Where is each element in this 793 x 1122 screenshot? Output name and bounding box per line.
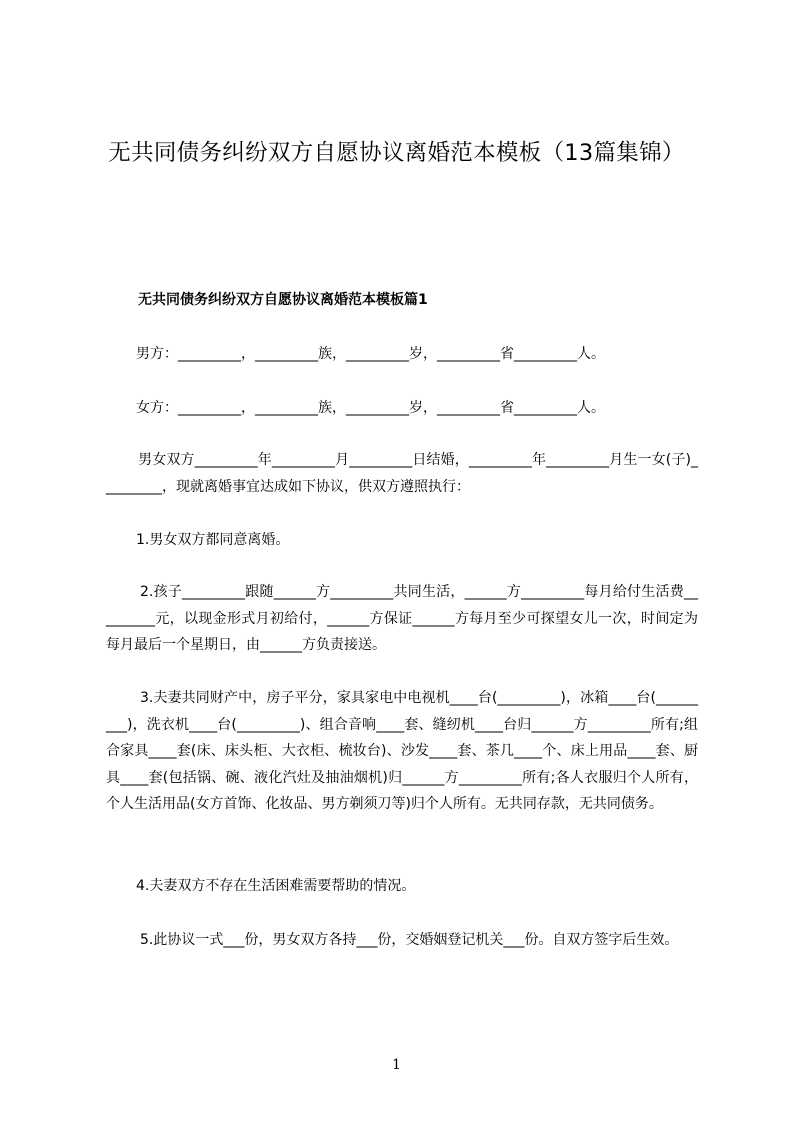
paragraph-clause-4 [106, 873, 698, 900]
paragraph-male-party [106, 341, 698, 368]
paragraph-text: 男女双方_________年_________月_________日结婚，_________年_________月生一女(子)_________，现就离婚事宜达成如下协议，供双方遵照执行： [106, 452, 698, 495]
paragraph-clause-5 [106, 927, 698, 954]
paragraph-text: 1.男女双方都同意离婚。 [136, 532, 290, 548]
paragraph-clause-3 [106, 685, 698, 818]
page-number: 1 [392, 1057, 401, 1073]
paragraph-clause-1 [106, 527, 698, 554]
paragraph-clause-2 [106, 579, 698, 659]
section-heading: 无共同债务纠纷双方自愿协议离婚范本模板篇1 [138, 292, 428, 308]
paragraph-text: 3.夫妻共同财产中，房子平分，家具家电中电视机____台(_________)，冰箱____台(_________)，洗衣机____台(_________)、组合音响____套、缝纫机____台归______方_________所有;组合家具____套(床、床头柜、大衣柜、梳妆台)、沙发____套、茶几____个、床上用品____套、厨具____套(包括锅、碗、液化汽灶及抽油烟机)归______方_________所有;各人衣服归个人所有，个人生活用品(女方首饰、化妆品、男方剃须刀等)归个人所有。无共同存款，无共同债务。 [106, 690, 698, 812]
document-title: 无共同债务纠纷双方自愿协议离婚范本模板（13篇集锦） [108, 140, 685, 166]
paragraph-text: 2.孩子_________跟随______方_________共同生活，______方_________每月给付生活费_________元，以现金形式月初给付，______方保证______方每月至少可探望女儿一次，时间定为每月最后一个星期日，由______方负责接送。 [106, 584, 698, 653]
paragraph-text: 女方：_________，_________族，_________岁，_________省_________人。 [136, 400, 605, 416]
paragraph-marriage-info [106, 447, 698, 500]
paragraph-female-party [106, 395, 698, 422]
paragraph-text: 4.夫妻双方不存在生活困难需要帮助的情况。 [136, 878, 416, 894]
paragraph-text: 5.此协议一式___份，男女双方各持___份，交婚姻登记机关___份。自双方签字后生效。 [140, 932, 679, 948]
paragraph-text: 男方：_________，_________族，_________岁，_________省_________人。 [136, 346, 605, 362]
